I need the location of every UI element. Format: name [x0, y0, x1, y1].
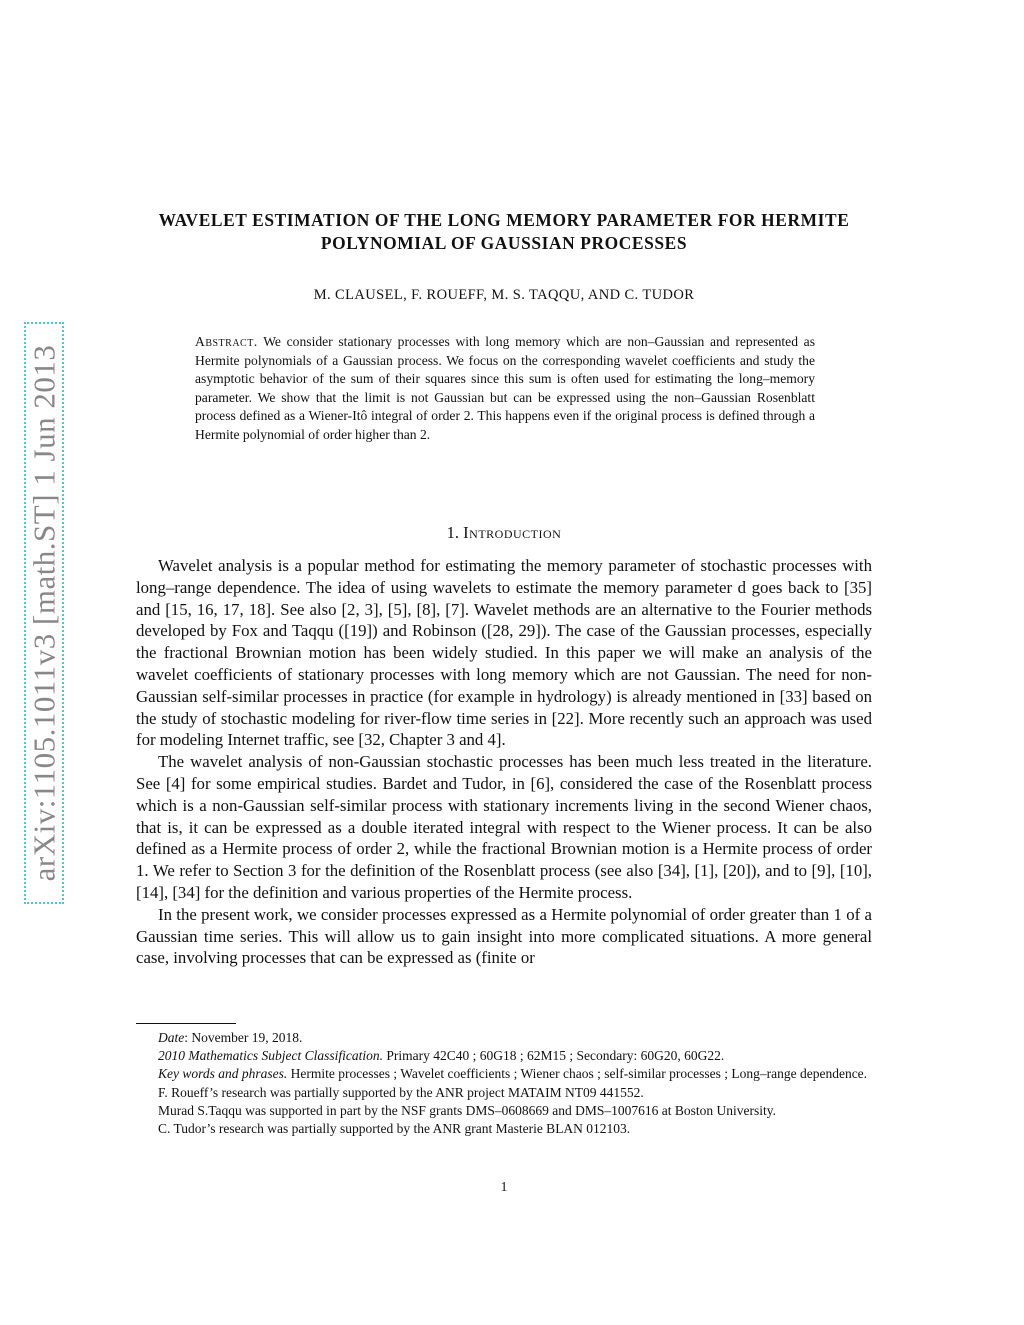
footnote-tudor: C. Tudor’s research was partially supported by the ANR grant Masterie BLAN 012103.: [158, 1121, 631, 1137]
footnote-rule: [136, 1023, 236, 1024]
page-number: 1: [500, 1179, 508, 1194]
footnote-date: [136, 1029, 872, 1047]
footnote-keywords: [136, 1065, 872, 1083]
abstract-text: We consider stationary processes with long memory which are non–Gaussian and represented as Hermite polynomials of a Gaussian process. We focus on the corresponding wavelet coefficients and study the asymptotic behavior of the sum of their squares since this sum is often used for estimating the long–memory parameter. We show that the limit is not Gaussian but can be expressed using the non–Gaussian Rosenblatt process defined as a Wiener-Itô integral of order 2. This happens even if the original process is defined through a Hermite polynomial of order higher than 2.: [195, 334, 816, 442]
footnote-date-label: Date: [158, 1030, 185, 1045]
paper-title: WAVELET ESTIMATION OF THE LONG MEMORY PARAMETER FOR HERMITE POLYNOMIAL OF GAUSSIAN PROCESSES: [158, 210, 850, 253]
footnote-msc: [136, 1047, 872, 1065]
body-text: [136, 555, 872, 969]
paper-authors: M. CLAUSEL, F. ROUEFF, M. S. TAQQU, AND C. TUDOR: [313, 287, 695, 303]
abstract-label: Abstract.: [195, 334, 258, 349]
section-title: Introduction: [463, 523, 562, 542]
footnote-taqqu: Murad S.Taqqu was supported in part by the NSF grants DMS–0608669 and DMS–1007616 at Boston University.: [158, 1102, 777, 1118]
paragraph: In the present work, we consider processes expressed as a Hermite polynomial of order greater than 1 of a Gaussian time series. This will allow us to gain insight into more complicated situations. A more general case, involving processes that can be expressed as (finite or: [136, 904, 872, 968]
section-number: 1.: [446, 523, 460, 542]
paragraph: Wavelet analysis is a popular method for estimating the memory parameter of stochastic processes with long–range dependence. The idea of using wavelets to estimate the memory parameter d goes back to [35] and [15, 16, 17, 18]. See also [2, 3], [5], [8], [7]. Wavelet methods are an alternative to the Fourier methods developed by Fox and Taqqu ([19]) and Robinson ([28, 29]). The case of the Gaussian processes, especially the fractional Brownian motion has been widely studied. In this paper we will make an analysis of the wavelet coefficients of stationary processes with long memory which are not Gaussian. The need for non-Gaussian self-similar processes in practice (for example in hydrology) is already mentioned in [33] based on the study of stochastic modeling for river-flow time series in [22]. More recently such an approach was used for modeling Internet traffic, see [32, Chapter 3 and 4].: [136, 556, 872, 750]
arxiv-id: arXiv:1105.1011v3 [math.ST] 1 Jun 2013: [26, 344, 61, 882]
footnotes: [136, 1029, 872, 1138]
abstract: [195, 333, 815, 444]
footnote-roueff: F. Roueff’s research was partially supported by the ANR project MATAIM NT09 441552.: [158, 1084, 644, 1100]
arxiv-stamp[interactable]: [24, 322, 64, 904]
footnote-msc-value: Primary 42C40 ; 60G18 ; 62M15 ; Secondary: 60G20, 60G22.: [382, 1048, 725, 1064]
footnote-keywords-label: Key words and phrases.: [158, 1066, 288, 1082]
footnote-keywords-value: Hermite processes ; Wavelet coefficients ; Wiener chaos ; self-similar processes ; Long–range dependence.: [287, 1066, 868, 1082]
paragraph: The wavelet analysis of non-Gaussian stochastic processes has been much less treated in the literature. See [4] for some empirical studies. Bardet and Tudor, in [6], considered the case of the Rosenblatt process which is a non-Gaussian self-similar process with stationary increments living in the second Wiener chaos, that is, it can be expressed as a double iterated integral with respect to the Wiener process. It can be also defined as a Hermite process of order 2, while the fractional Brownian motion is a Hermite process of order 1. We refer to Section 3 for the definition of the Rosenblatt process (see also [34], [1], [20]), and to [9], [10], [14], [34] for the definition and various properties of the Hermite process.: [136, 752, 872, 902]
footnote-date-value: : November 19, 2018.: [184, 1030, 303, 1045]
footnote-msc-label: 2010 Mathematics Subject Classification.: [158, 1048, 383, 1064]
section-heading: [136, 523, 872, 543]
